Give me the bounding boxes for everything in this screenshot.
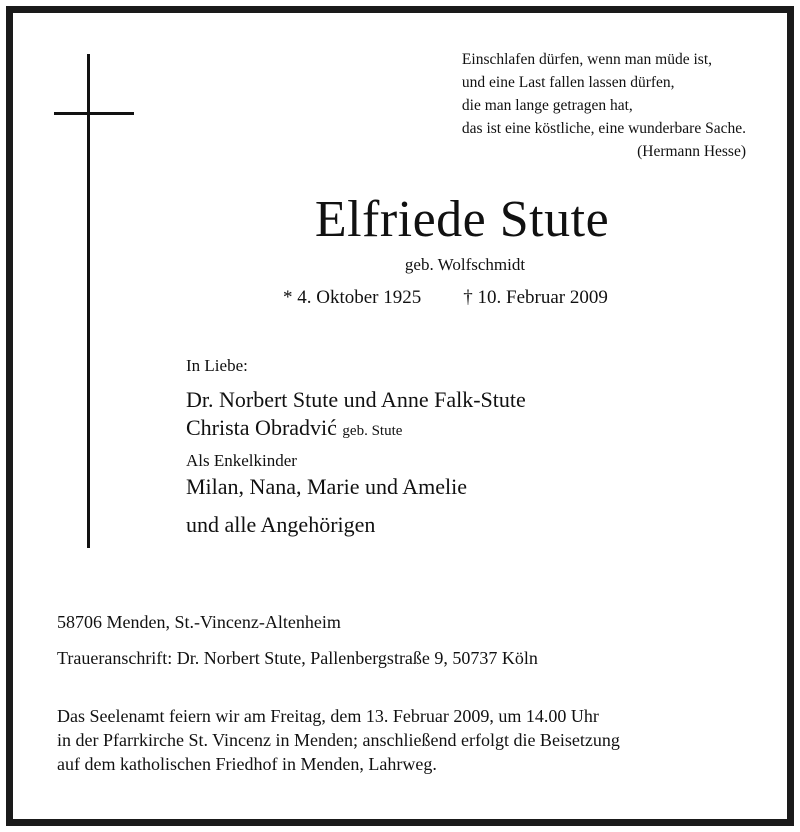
mourner-maiden-name: geb. Stute (342, 423, 403, 439)
birth-date: * 4. Oktober 1925 (283, 287, 422, 308)
mourners (186, 354, 526, 539)
residence-address: 58706 Menden, St.-Vincenz-Altenheim (57, 612, 341, 632)
other-relatives: und alle Angehörigen (186, 512, 376, 537)
mourners-intro: In Liebe: (186, 356, 248, 375)
grandchildren-label: Als Enkelkinder (186, 451, 297, 470)
cross-icon (87, 54, 90, 548)
poem-line: Einschlafen dürfen, wenn man müde ist, (461, 51, 713, 68)
mourner-line: Dr. Norbert Stute und Anne Falk-Stute (186, 387, 526, 412)
mourner-name: Christa Obradvić (186, 415, 337, 440)
poem-line: die man lange getragen hat, (461, 97, 633, 114)
mourner-line (186, 414, 526, 445)
notice-line: in der Pfarrkirche St. Vincenz in Menden; anschließend erfolgt die Beisetzung (57, 730, 620, 750)
notice-line: auf dem katholischen Friedhof in Menden, Lahrweg. (57, 754, 437, 774)
poem (462, 48, 746, 163)
maiden-name: geb. Wolfschmidt (404, 255, 526, 274)
life-dates (283, 287, 608, 309)
poem-line: das ist eine köstliche, eine wunderbare Sache. (461, 120, 746, 137)
poem-line: und eine Last fallen lassen dürfen, (461, 74, 675, 91)
mourning-address: Traueranschrift: Dr. Norbert Stute, Pallenbergstraße 9, 50737 Köln (57, 648, 538, 668)
funeral-notice (57, 704, 620, 776)
deceased-name: Elfriede Stute (314, 191, 610, 248)
cross-icon-bar (54, 112, 134, 115)
poem-author: (Hermann Hesse) (637, 143, 746, 160)
grandchildren-names: Milan, Nana, Marie und Amelie (186, 474, 468, 499)
notice-line: Das Seelenamt feiern wir am Freitag, dem 13. Februar 2009, um 14.00 Uhr (57, 706, 599, 726)
death-date: † 10. Februar 2009 (463, 287, 608, 308)
